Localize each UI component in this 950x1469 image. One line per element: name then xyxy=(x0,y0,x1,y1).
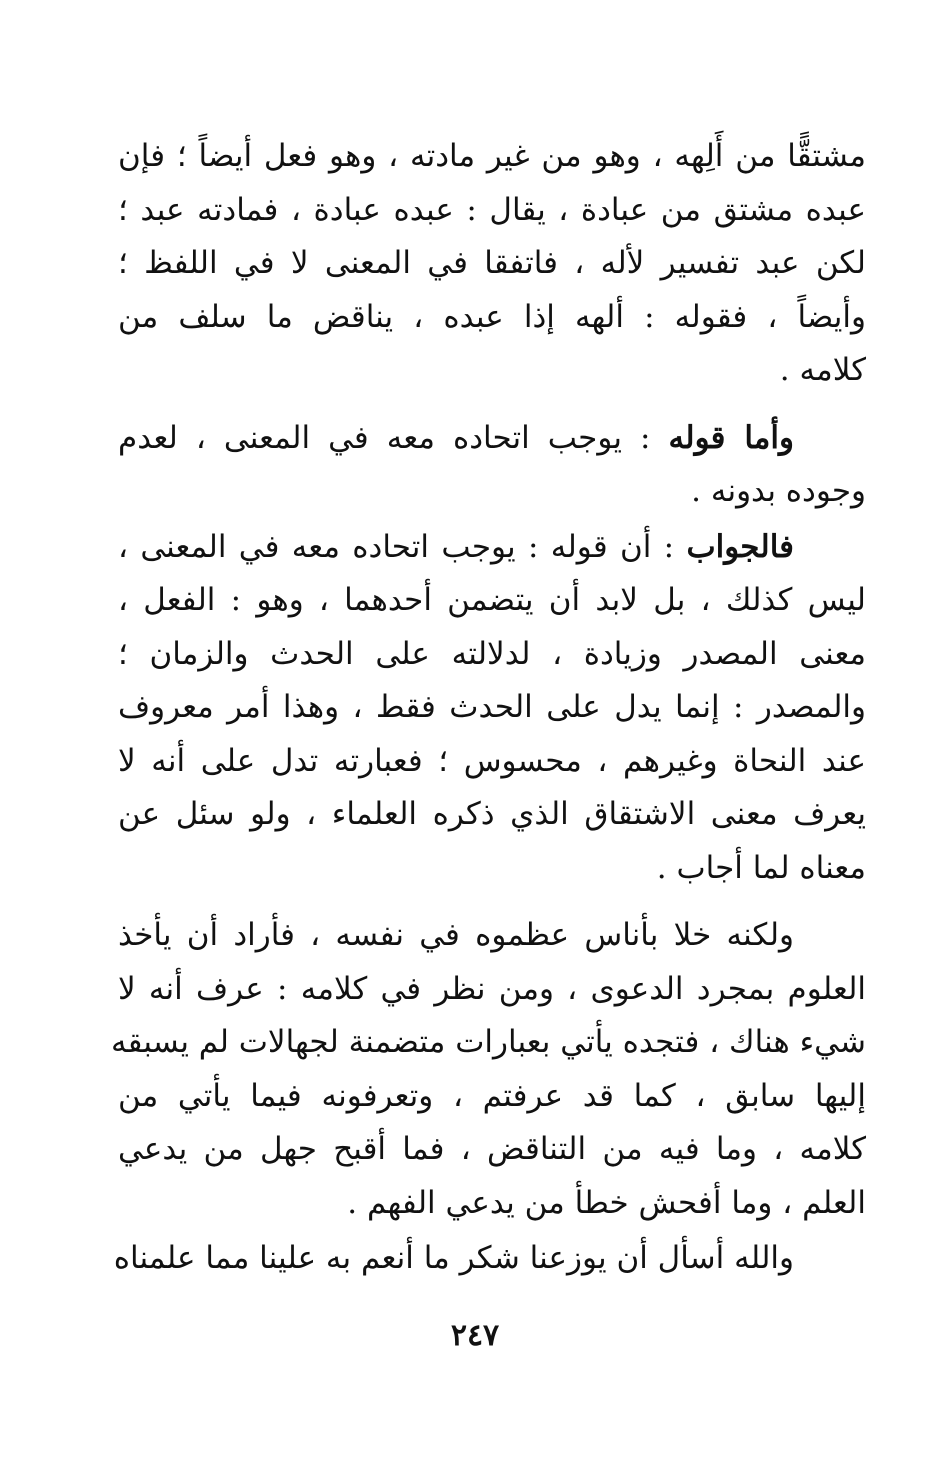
text-line: والمصدر : إنما يدل على الحدث فقط ، وهذا أمر معروف xyxy=(118,689,866,725)
text-line: لكن عبد تفسير لأله ، فاتفقا في المعنى لا في اللفظ ؛ xyxy=(118,245,866,281)
text-line xyxy=(118,412,866,466)
text-segment: : يوجب اتحاده معه في المعنى ، لعدم xyxy=(118,419,669,456)
text-line: العلوم بمجرد الدعوى ، ومن نظر في كلامه : عرف أنه لا xyxy=(118,970,866,1007)
text-line: والله أسأل أن يوزعنا شكر ما أنعم به علينا مما علمناه xyxy=(113,1240,794,1276)
text-line: عند النحاة وغيرهم ، محسوس ؛ فعبارته تدل على أنه لا xyxy=(118,742,866,779)
text-line: العلم ، وما أفحش خطأ من يدعي الفهم . xyxy=(347,1184,866,1221)
text-line: معنى المصدر وزيادة ، لدلالته على الحدث والزمان ؛ xyxy=(118,635,866,672)
text-line: وجوده بدونه . xyxy=(691,473,866,509)
text-line: وأيضاً ، فقوله : ألهه إذا عبده ، يناقض ما سلف من xyxy=(118,298,866,335)
paragraph-5 xyxy=(113,1232,866,1286)
paragraph-2 xyxy=(118,412,866,519)
paragraph-1 xyxy=(118,130,866,398)
text-line: عبده مشتق من عبادة ، يقال : عبده عبادة ، فمادته عبد ؛ xyxy=(118,191,866,228)
text-line: ولكنه خلا بأناس عظموه في نفسه ، فأراد أن يأخذ xyxy=(118,917,794,953)
text-segment: : أن قوله : يوجب اتحاده معه في المعنى ، xyxy=(118,528,687,565)
text-line: معناه لما أجاب . xyxy=(656,849,866,886)
page-body xyxy=(111,130,866,1286)
text-line: كلامه . xyxy=(779,352,866,388)
paragraph-3 xyxy=(118,521,866,896)
text-line: ليس كذلك ، بل لابد أن يتضمن أحدهما ، وهو : الفعل ، xyxy=(118,582,866,618)
text-line: مشتقًّا من أَلِهه ، وهو من غير مادته ، وهو فعل أيضاً ؛ فإن xyxy=(118,138,866,174)
bold-lead: فالجواب xyxy=(686,528,794,565)
text-line: كلامه ، وما فيه من التناقض ، فما أقبح جهل من يدعي xyxy=(118,1131,866,1167)
text-line: إليها سابق ، كما قد عرفتم ، وتعرفونه فيما يأتي من xyxy=(118,1077,866,1114)
text-line: يعرف معنى الاشتقاق الذي ذكره العلماء ، ولو سئل عن xyxy=(118,796,866,832)
paragraph-4 xyxy=(111,909,866,1230)
page-number: ٢٤٧ xyxy=(450,1318,500,1353)
text-line xyxy=(118,521,866,575)
bold-lead: وأما قوله xyxy=(668,419,794,456)
text-line: شيء هناك ، فتجده يأتي بعبارات متضمنة لجهالات لم يسبقه xyxy=(111,1024,866,1060)
